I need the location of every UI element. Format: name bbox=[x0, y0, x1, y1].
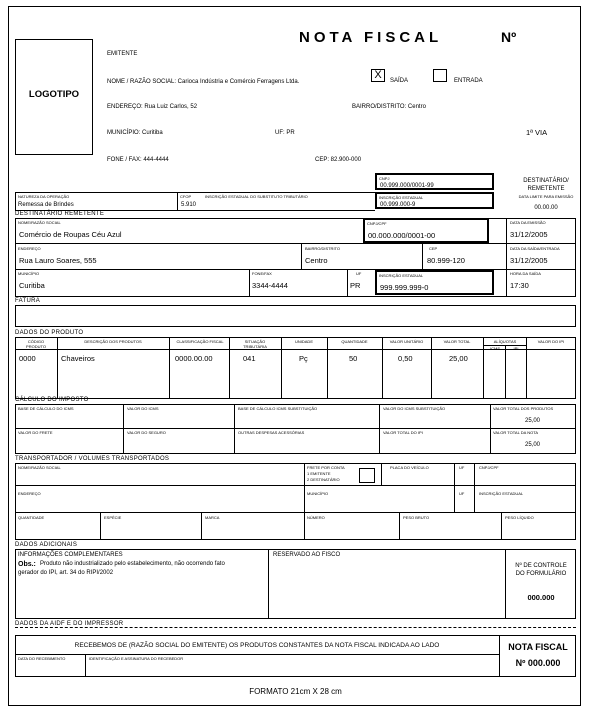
saida-checkbox[interactable]: X bbox=[371, 69, 385, 82]
peso-liquido-label: PESO LÍQUIDO bbox=[505, 515, 534, 520]
canhoto-nf-numero: Nº 000.000 bbox=[515, 658, 561, 668]
transp-cnpj-label: CNPJ/CPF bbox=[479, 465, 499, 470]
frete-conta-3: 2 DESTINATÁRIO bbox=[307, 477, 340, 482]
adicionais-section: DADOS ADICIONAIS bbox=[15, 542, 78, 548]
valor-icms-label: VALOR DO ICMS bbox=[127, 406, 159, 411]
emitente-ie-box bbox=[375, 192, 494, 209]
data-emissao-label: DATA DA EMISSÃO bbox=[510, 220, 546, 225]
transportador-section: TRANSPORTADOR / VOLUMES TRANSPORTADOS bbox=[15, 456, 170, 462]
dest-uf-label: UF bbox=[356, 271, 362, 276]
emitente-razao-social: NOME / RAZÃO SOCIAL: Carioca Indústria e Comércio Ferragens Ltda. bbox=[107, 79, 300, 85]
entrada-label: ENTRADA bbox=[454, 78, 483, 84]
transp-uf2-label: UF bbox=[459, 491, 465, 496]
data-recebimento-label: DATA DO RECEBIMENTO bbox=[18, 656, 66, 661]
seguro-label: VALOR DO SEGURO bbox=[127, 430, 166, 435]
fatura-section: FATURA bbox=[15, 298, 41, 304]
cfop-label: CFOP bbox=[180, 194, 192, 199]
cnpj-label: CNPJ bbox=[379, 176, 390, 181]
base-icms-label: BASE DE CÁLCULO DO ICMS bbox=[18, 406, 74, 411]
dest-bairro: Centro bbox=[305, 256, 328, 265]
via-label: 1ª VIA bbox=[526, 128, 548, 137]
valor-nota: 25,00 bbox=[525, 442, 541, 448]
emitente-cep: CEP: 82.900-000 bbox=[315, 157, 362, 163]
logo-box bbox=[15, 39, 93, 155]
dest-endereco: Rua Lauro Soares, 555 bbox=[19, 256, 97, 265]
dest-uf: PR bbox=[350, 281, 361, 290]
dest-nome: Comércio de Roupas Céu Azul bbox=[19, 230, 122, 239]
peso-bruto-label: PESO BRUTO bbox=[403, 515, 430, 520]
info-complementares-label: INFORMAÇÕES COMPLEMENTARES bbox=[18, 552, 123, 558]
data-saida: 31/12/2005 bbox=[510, 256, 548, 265]
imposto-section: CÁLCULO DO IMPOSTO bbox=[15, 397, 89, 403]
hora-saida: 17:30 bbox=[510, 281, 529, 290]
controle-numero: 000.000 bbox=[527, 593, 555, 602]
col-valor-ipi: VALOR DO IPI bbox=[537, 339, 565, 344]
dest-rem-title-1: DESTINATÁRIO/ bbox=[523, 178, 569, 184]
controle-label-2: DO FORMULÁRIO bbox=[515, 571, 567, 577]
formato-label: FORMATO 21cm X 28 cm bbox=[249, 687, 342, 696]
dest-ie-label: INSCRIÇÃO ESTADUAL bbox=[379, 273, 424, 278]
natureza-operacao: Remessa de Brindes bbox=[18, 202, 74, 208]
frete-conta-1: FRETE POR CONTA bbox=[307, 465, 345, 470]
natureza-label: NATUREZA DA OPERAÇÃO bbox=[18, 194, 70, 199]
destinatario-section: DESTINATÁRIO REMETENTE bbox=[15, 211, 105, 217]
dest-ie: 999.999.999-0 bbox=[380, 283, 429, 292]
cell-descricao: Chaveiros bbox=[61, 354, 95, 363]
col-ipi: IPI bbox=[513, 346, 519, 351]
transp-endereco-label: ENDEREÇO bbox=[18, 491, 41, 496]
dest-municipio: Curitiba bbox=[19, 281, 45, 290]
dest-endereco-label: ENDEREÇO bbox=[18, 246, 41, 251]
dest-cnpj: 00.000.000/0001-00 bbox=[368, 231, 436, 240]
saida-label: SAÍDA bbox=[390, 78, 409, 84]
cell-codigo: 0000 bbox=[19, 354, 36, 363]
emitente-cnpj-box bbox=[375, 173, 494, 190]
quantidade-label: QUANTIDADE bbox=[18, 515, 45, 520]
cell-unidade: Pç bbox=[299, 354, 308, 363]
cell-valor-unit: 0,50 bbox=[398, 354, 413, 363]
ie-label: INSCRIÇÃO ESTADUAL bbox=[379, 195, 424, 200]
dest-fone-label: FONE/FAX bbox=[252, 271, 272, 276]
hora-saida-label: HORA DA SAÍDA bbox=[510, 271, 541, 276]
col-codigo: CÓDIGO PRODUTO bbox=[26, 339, 46, 349]
frete-conta-2: 1 EMITENTE bbox=[307, 471, 331, 476]
controle-label-1: Nº DE CONTROLE bbox=[515, 563, 567, 569]
marca-label: MARCA bbox=[205, 515, 220, 520]
dest-ie-box bbox=[375, 270, 494, 295]
total-ipi-label: VALOR TOTAL DO IPI bbox=[383, 430, 423, 435]
emitente-endereco: ENDEREÇO: Rua Luiz Carlos, 52 bbox=[107, 104, 198, 110]
emitente-cnpj: 00.999.000/0001-99 bbox=[380, 183, 434, 189]
obs-text-1: Produto não industrializado pelo estabelecimento, não ocorrendo fato bbox=[40, 561, 225, 567]
col-descricao: DESCRIÇÃO DOS PRODUTOS bbox=[84, 339, 142, 344]
obs-label: Obs.: bbox=[18, 561, 36, 568]
reservado-fisco-label: RESERVADO AO FISCO bbox=[273, 552, 341, 558]
dest-fone: 3344-4444 bbox=[252, 281, 288, 290]
col-valor-total: VALOR TOTAL bbox=[443, 339, 471, 344]
data-limite-label: DATA LIMITE PARA EMISSÃO bbox=[518, 194, 574, 199]
base-subst-label: BASE DE CÁLCULO ICMS SUBSTITUIÇÃO bbox=[238, 406, 318, 411]
dest-bairro-label: BAIRRO/DISTRITO bbox=[305, 246, 341, 251]
frete-conta-input[interactable] bbox=[359, 468, 375, 483]
numero-label: Nº bbox=[501, 29, 517, 45]
emitente-fone: FONE / FAX: 444-4444 bbox=[107, 157, 169, 163]
numero-vol-label: NÚMERO bbox=[307, 515, 325, 520]
data-saida-label: DATA DA SAÍDA/ENTRADA bbox=[510, 246, 560, 251]
col-unidade: UNIDADE bbox=[294, 339, 313, 344]
entrada-checkbox[interactable] bbox=[433, 69, 447, 82]
especie-label: ESPÉCIE bbox=[104, 515, 122, 520]
ie-subst-label: INSCRIÇÃO ESTADUAL DO SUBSTITUTO TRIBUTÁRIO bbox=[205, 194, 308, 199]
cell-quantidade: 50 bbox=[349, 354, 358, 363]
col-icms: ICMS bbox=[490, 346, 500, 351]
emitente-ie: 00.999.000-9 bbox=[380, 202, 416, 208]
col-valor-unit: VALOR UNITÁRIO bbox=[389, 339, 424, 344]
cell-classificacao: 0000.00.00 bbox=[175, 354, 213, 363]
frete-label: VALOR DO FRETE bbox=[18, 430, 53, 435]
emitente-label: EMITENTE bbox=[107, 51, 138, 57]
valor-produtos-label: VALOR TOTAL DOS PRODUTOS bbox=[493, 406, 554, 411]
dest-cnpj-box bbox=[363, 218, 489, 243]
recebemos-text: RECEBEMOS DE (RAZÃO SOCIAL DO EMITENTE) OS PRODUTOS CONSTANTES DA NOTA FISCAL INDICADA AO LADO bbox=[74, 642, 440, 649]
form-title: NOTA FISCAL bbox=[299, 29, 443, 46]
col-quantidade: QUANTIDADE bbox=[341, 339, 368, 344]
dest-cep-label: CEP bbox=[429, 246, 438, 251]
cell-situacao: 041 bbox=[243, 354, 256, 363]
cfop-value: 5.910 bbox=[181, 202, 197, 208]
obs-text-2: gerador do IPI, art. 34 do RIPI/2002 bbox=[18, 570, 114, 576]
identificacao-label: IDENTIFICAÇÃO E ASSINATURA DO RECEBEDOR bbox=[89, 656, 184, 661]
imposto-box bbox=[15, 404, 576, 454]
impressor-section: DADOS DA AIDF E DO IMPRESSOR bbox=[15, 621, 124, 627]
produto-section: DADOS DO PRODUTO bbox=[15, 330, 84, 336]
col-aliquotas: ALÍQUOTAS bbox=[493, 339, 517, 344]
dest-nome-label: NOME/RAZÃO SOCIAL bbox=[18, 220, 61, 225]
canhoto-nf-title: NOTA FISCAL bbox=[508, 642, 568, 652]
transp-municipio-label: MUNICÍPIO bbox=[307, 491, 329, 496]
transp-uf-label: UF bbox=[459, 465, 465, 470]
emitente-municipio: MUNICÍPIO: Curitiba bbox=[107, 130, 163, 136]
fatura-box bbox=[15, 305, 576, 327]
emitente-uf: UF: PR bbox=[275, 130, 295, 136]
nota-fiscal-form bbox=[8, 6, 581, 706]
valor-subst-label: VALOR DO ICMS SUBSTITUIÇÃO bbox=[383, 406, 446, 411]
cell-valor-total: 25,00 bbox=[449, 354, 468, 363]
dest-cep: 80.999-120 bbox=[427, 256, 465, 265]
transp-nome-label: NOME/RAZÃO SOCIAL bbox=[18, 465, 61, 470]
col-situacao: SITUAÇÃO TRIBUTÁRIA bbox=[243, 339, 267, 349]
logo-placeholder: LOGOTIPO bbox=[28, 89, 80, 100]
dest-municipio-label: MUNICÍPIO bbox=[18, 271, 40, 276]
transp-ie-label: INSCRIÇÃO ESTADUAL bbox=[479, 491, 524, 496]
col-classificacao: CLASSIFICAÇÃO FISCAL bbox=[176, 339, 224, 344]
emitente-bairro: BAIRRO/DISTRITO: Centro bbox=[352, 104, 426, 110]
valor-produtos: 25,00 bbox=[525, 418, 541, 424]
data-limite: 00.00.00 bbox=[534, 205, 558, 211]
valor-nota-label: VALOR TOTAL DA NOTA bbox=[493, 430, 539, 435]
dest-rem-title-2: REMETENTE bbox=[527, 186, 565, 192]
outras-despesas-label: OUTRAS DESPESAS ACESSÓRIAS bbox=[238, 430, 305, 435]
placa-label: PLACA DO VEÍCULO bbox=[390, 465, 429, 470]
data-emissao: 31/12/2005 bbox=[510, 230, 548, 239]
dest-cnpj-label: CNPJ/CPF bbox=[367, 221, 387, 226]
